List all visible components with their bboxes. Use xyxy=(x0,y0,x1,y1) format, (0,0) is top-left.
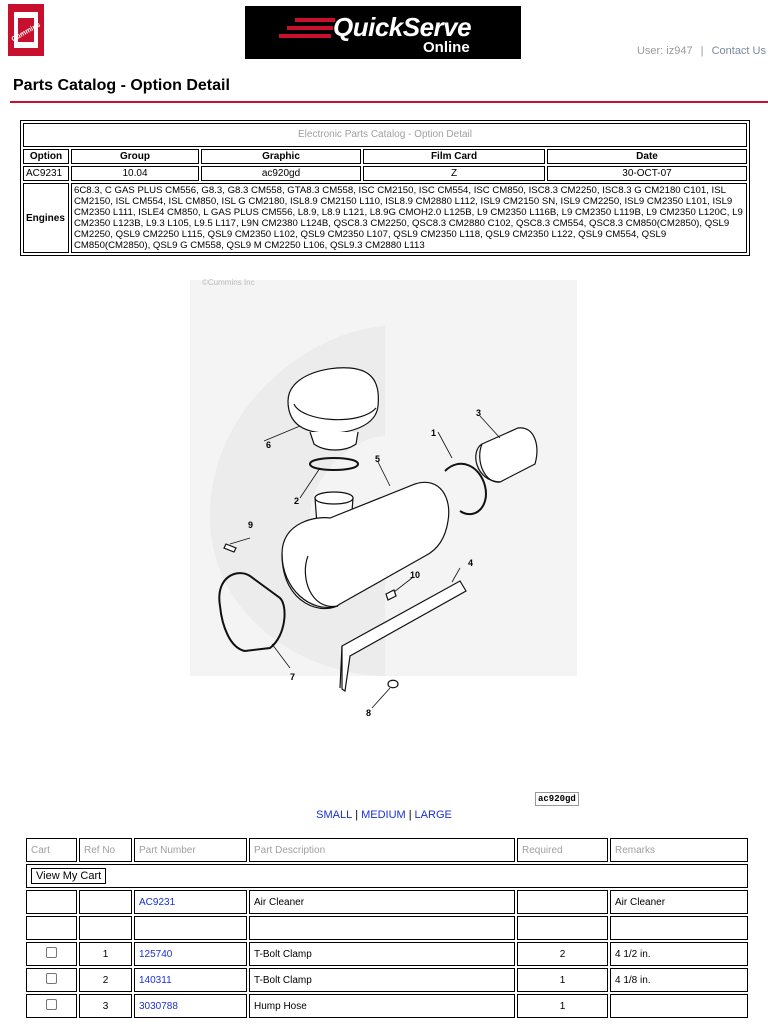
engines-list: 6C8.3, C GAS PLUS CM556, G8.3, G8.3 CM558, GTA8.3 CM558, ISC CM2150, ISC CM554, ISC CM850, ISC8.3 CM2250, ISC8.3 G CM2180 C101, ISL CM2150, ISL CM554, ISL CM850, ISL G CM2180, ISL8.9 CM2150 L110, ISL8.9 CM2880 L112, ISL9 CM2150 SN, ISL9 CM2250, ISL9 CM2350 L101, ISL9 CM2350 L111, ISLE4 CM850, L GAS PLUS CM556, L8.9, L8.9 L121, L8.9G CMOH2.0 L125B, L9 CM2350 L116B, L9 CM2350 L119B, L9 CM2350 L120C, L9 CM2350 L123B, L9.3 L105, L9.5 L117, L9N CM2380 L124B, QSC8.3 CM2250, QSC8.3 CM2880 C102, QSC8.3 CM554, QSC8.3 CM850(CM2850), QSL9 CM2250, QSL9 CM2250 L115, QSL9 CM2350 L102, QSL9 CM2350 L107, QSL9 CM2350 L118, QSL9 CM2350 L122, QSL9 CM554, QSL9 CM850(CM2850), QSL9 G CM558, QSL9 M CM2250 L106, QSL9.3 CM2880 L113 xyxy=(71,183,747,253)
cart-checkbox[interactable] xyxy=(46,999,57,1010)
col-remarks: Remarks xyxy=(610,838,748,862)
required-qty: 2 xyxy=(517,942,608,966)
parts-header-row xyxy=(26,838,748,862)
table-caption: Electronic Parts Catalog - Option Detail xyxy=(23,123,747,147)
callout-10: 10 xyxy=(410,570,421,580)
graphic-value: ac920gd xyxy=(201,166,361,181)
header-option: Option xyxy=(23,149,69,164)
parts-illustration xyxy=(190,276,580,756)
callout-3: 3 xyxy=(476,408,482,418)
banner-subtitle: Online xyxy=(423,39,470,56)
callout-2: 2 xyxy=(294,496,300,506)
table-row xyxy=(26,994,748,1018)
part-description: Hump Hose xyxy=(249,994,515,1018)
banner-title: QuickServe xyxy=(333,12,472,42)
callout-9: 9 xyxy=(248,520,254,530)
title-divider xyxy=(10,101,768,103)
graphic-tag: ac920gd xyxy=(535,792,579,806)
col-required: Required xyxy=(517,838,608,862)
cart-checkbox[interactable] xyxy=(46,973,57,984)
required-qty: 1 xyxy=(517,968,608,992)
table-row xyxy=(26,968,748,992)
contact-us-link[interactable]: Contact Us xyxy=(711,45,766,57)
nut-8 xyxy=(388,680,398,688)
date-value: 30-OCT-07 xyxy=(547,166,747,181)
separator: | xyxy=(700,45,704,57)
col-ref-no: Ref No xyxy=(79,838,132,862)
table-row xyxy=(26,890,748,914)
parts-table xyxy=(24,836,750,1020)
header-group: Group xyxy=(71,149,199,164)
size-large-link[interactable]: LARGE xyxy=(414,809,452,821)
callout-5: 5 xyxy=(375,454,381,464)
part-number-link[interactable]: 140311 xyxy=(139,974,172,986)
col-cart: Cart xyxy=(26,838,77,862)
cummins-logo-text: Cummins xyxy=(10,21,42,44)
cart-checkbox[interactable] xyxy=(46,947,57,958)
callout-4: 4 xyxy=(468,558,474,568)
group-value: 10.04 xyxy=(71,166,199,181)
callout-7: 7 xyxy=(290,672,296,682)
cummins-logo[interactable] xyxy=(4,2,48,58)
part-number-link[interactable]: 125740 xyxy=(139,948,173,960)
part-description: Air Cleaner xyxy=(249,890,515,914)
option-detail-table xyxy=(20,120,750,256)
table-row xyxy=(26,916,748,940)
size-links: SMALL | MEDIUM | LARGE xyxy=(316,809,452,821)
part-description: T-Bolt Clamp xyxy=(249,942,515,966)
ref-no: 3 xyxy=(79,994,132,1018)
size-medium-link[interactable]: MEDIUM xyxy=(361,809,406,821)
ref-no: 2 xyxy=(79,968,132,992)
part-number-link[interactable]: AC9231 xyxy=(139,896,176,908)
required-qty: 1 xyxy=(517,994,608,1018)
part-remarks: 4 1/8 in. xyxy=(610,968,748,992)
film-card-value: Z xyxy=(363,166,545,181)
header-film-card: Film Card xyxy=(363,149,545,164)
callout-6: 6 xyxy=(266,440,272,450)
part-description: T-Bolt Clamp xyxy=(249,968,515,992)
engines-label: Engines xyxy=(23,183,69,253)
part-remarks: 4 1/2 in. xyxy=(610,942,748,966)
col-part-description: Part Description xyxy=(249,838,515,862)
part-remarks xyxy=(610,994,748,1018)
page-title: Parts Catalog - Option Detail xyxy=(13,77,230,94)
watermark-text: ©Cummins Inc xyxy=(202,278,255,287)
user-bar xyxy=(637,45,766,57)
callout-1: 1 xyxy=(431,428,437,438)
callout-8: 8 xyxy=(366,708,372,718)
ref-no: 1 xyxy=(79,942,132,966)
size-small-link[interactable]: SMALL xyxy=(316,809,353,821)
view-my-cart-button[interactable]: View My Cart xyxy=(31,868,106,884)
part-remarks: Air Cleaner xyxy=(610,890,748,914)
table-row xyxy=(26,942,748,966)
header-graphic: Graphic xyxy=(201,149,361,164)
header-date: Date xyxy=(547,149,747,164)
user-label: User: iz947 xyxy=(636,45,693,57)
quickserve-banner[interactable] xyxy=(245,6,521,59)
option-value: AC9231 xyxy=(23,166,69,181)
col-part-number: Part Number xyxy=(134,838,247,862)
part-number-link[interactable]: 3030788 xyxy=(139,1000,178,1012)
